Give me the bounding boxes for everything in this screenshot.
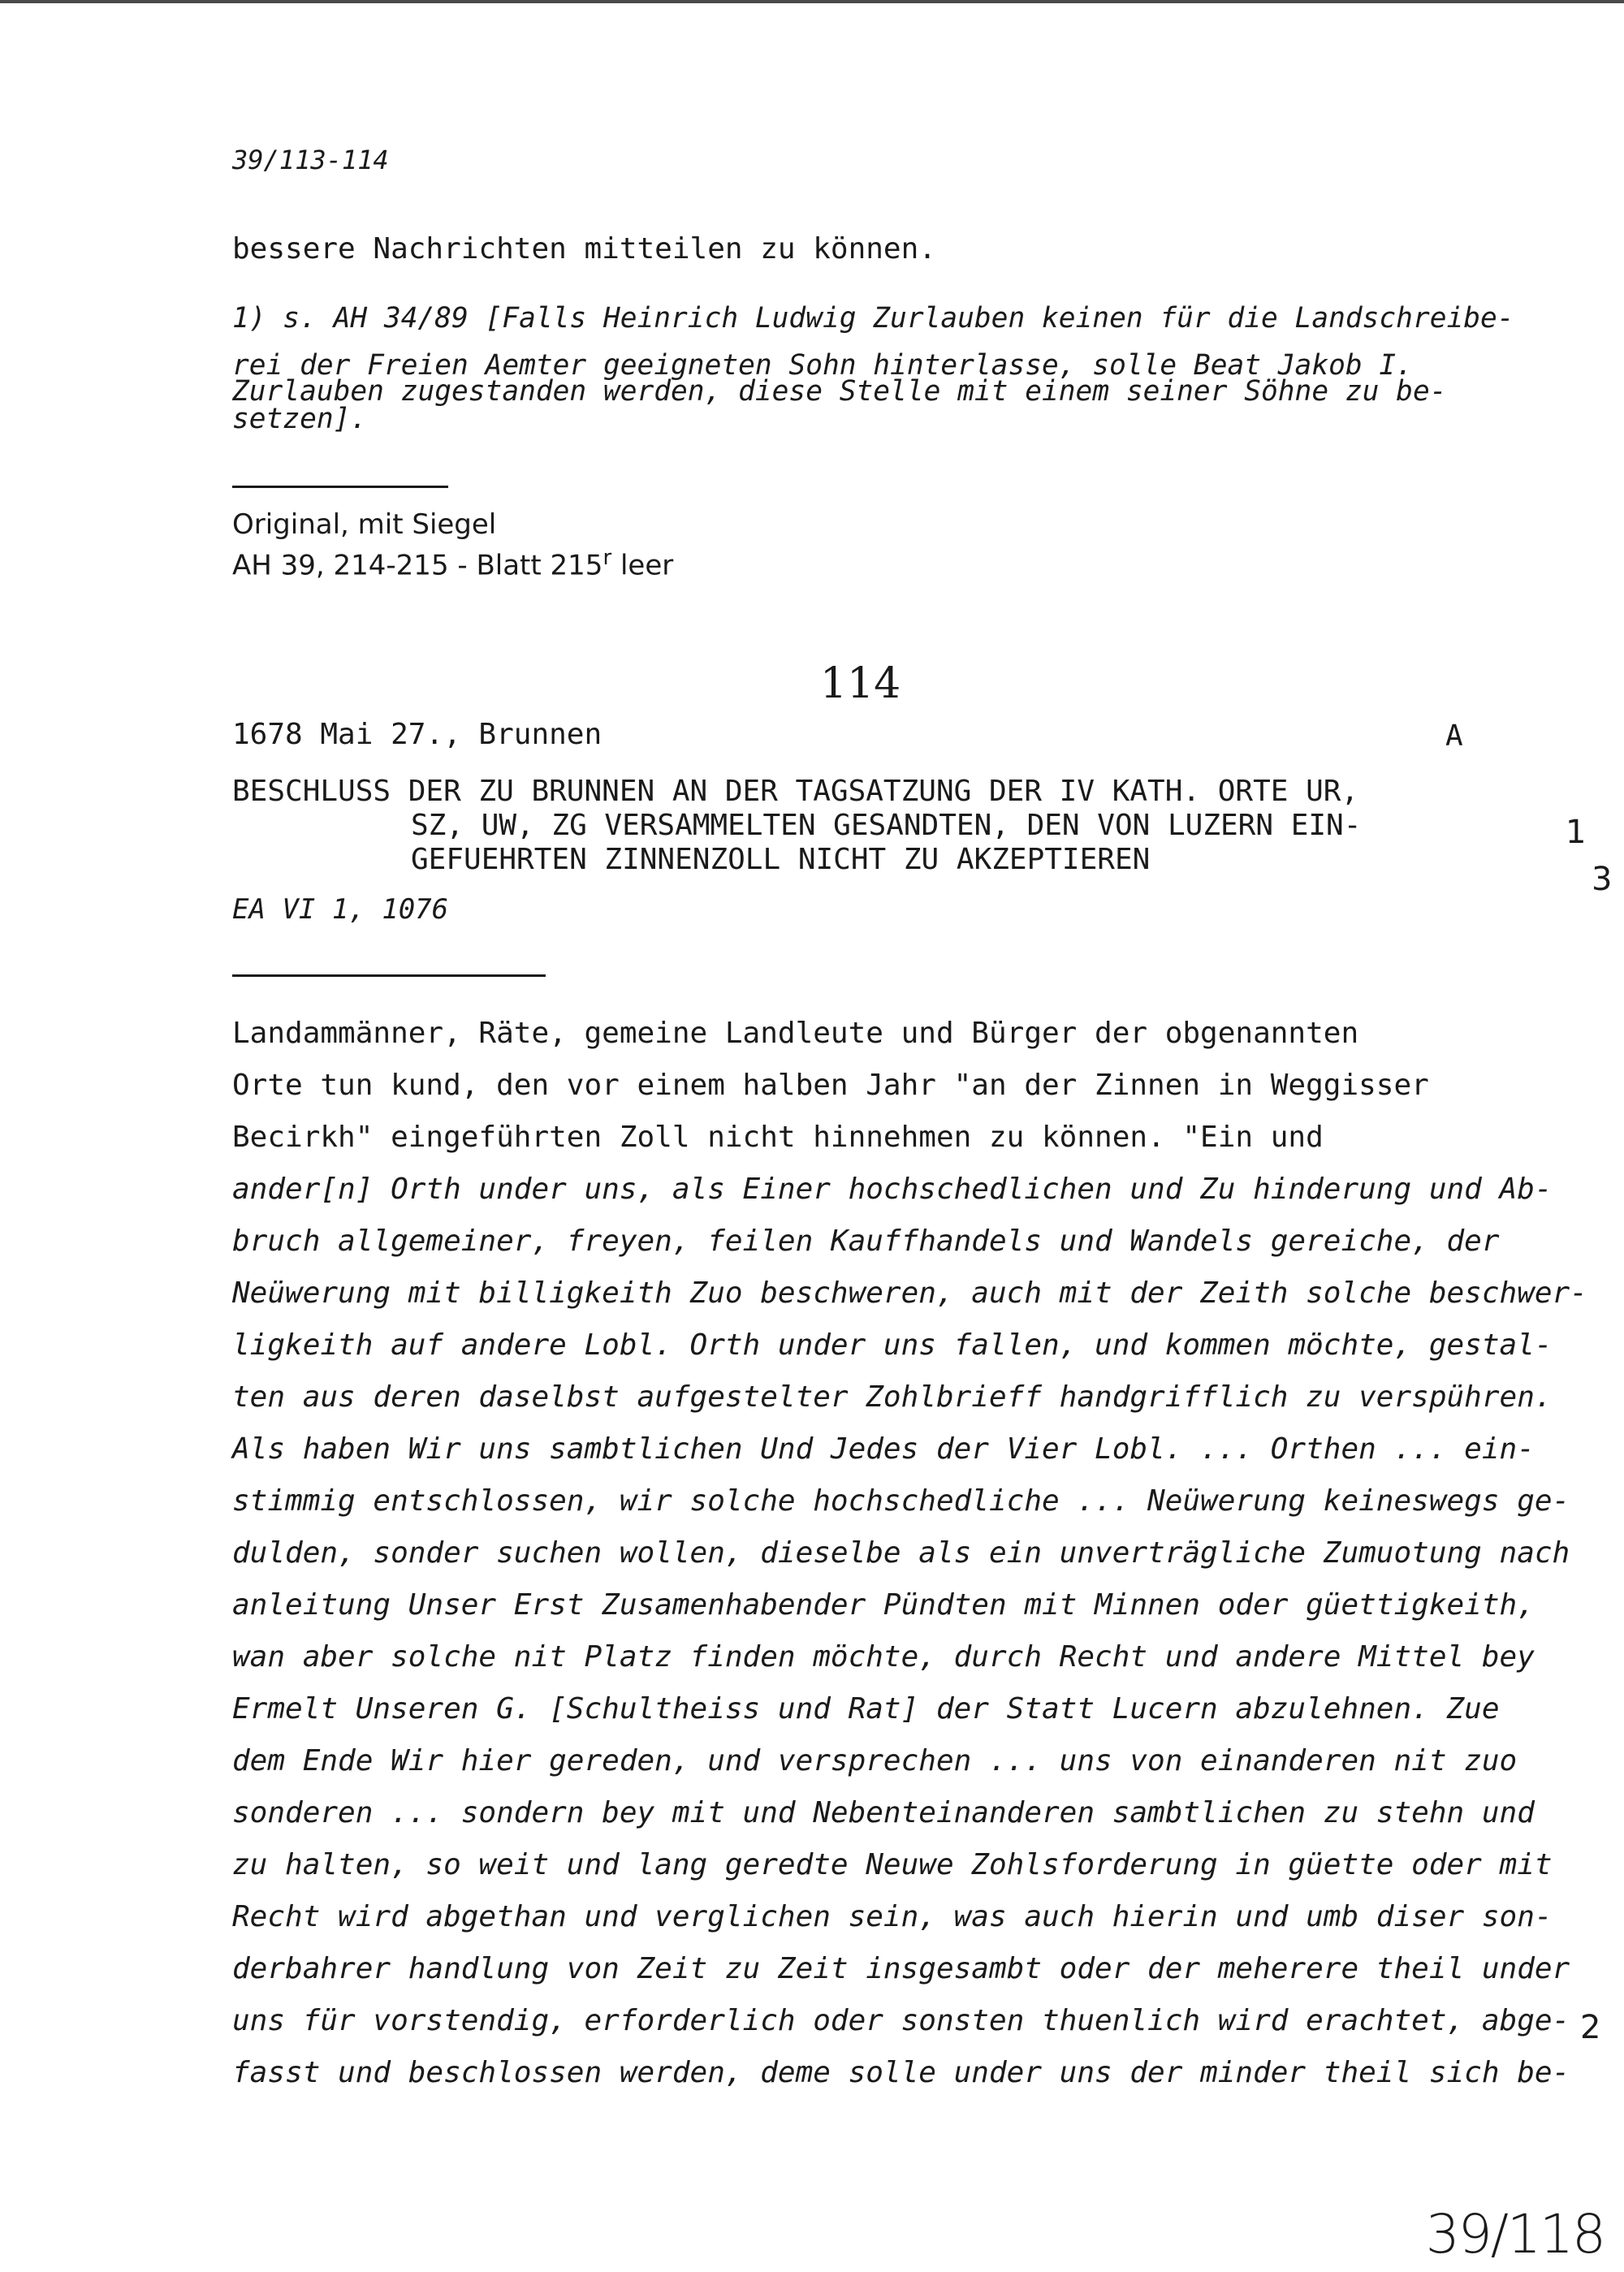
body-line: Landammänner, Räte, gemeine Landleute und Bürger der obgenannten <box>232 1017 1359 1050</box>
footnote-line: 1) s. AH 34/89 [Falls Heinrich Ludwig Zurlauben keinen für die Landschreibe- <box>232 302 1514 335</box>
body-line: ligkeith auf andere Lobl. Orth under uns fallen, und kommen möchte, gestal- <box>232 1328 1553 1362</box>
body-line: sonderen ... sondern bey mit und Nebenteinanderen sambtlichen zu stehn und <box>232 1796 1535 1829</box>
body-line: Becirkh" eingeführten Zoll nicht hinnehmen zu können. "Ein und <box>232 1121 1324 1154</box>
source-empty: leer <box>620 549 674 582</box>
title-line: GEFUEHRTEN ZINNENZOLL NICHT ZU AKZEPTIEREN <box>411 843 1151 876</box>
document-number: 114 <box>820 659 901 708</box>
body-line: Orte tun kund, den vor einem halben Jahr "an der Zinnen in Weggisser <box>232 1069 1429 1102</box>
margin-note: 2 <box>1580 2009 1601 2046</box>
body-line: bruch allgemeiner, freyen, feilen Kauffhandels und Wandels gereiche, der <box>232 1225 1500 1258</box>
footnote-line: setzen]. <box>232 403 368 435</box>
reference-header: 39/113-114 <box>232 145 389 175</box>
body-line: ten aus deren daselbst aufgestelter Zohlbrieff handgrifflich zu verspühren. <box>232 1380 1553 1414</box>
body-line: anleitung Unser Erst Zusamenhabender Pündten mit Minnen oder güettigkeith, <box>232 1588 1535 1622</box>
date-place: 1678 Mai 27., Brunnen <box>232 718 603 751</box>
separator-rule <box>232 974 546 977</box>
footnote-line: rei der Freien Aemter geeigneten Sohn hinterlasse, solle Beat Jakob I. <box>232 349 1413 382</box>
superscript-r: r <box>603 546 612 570</box>
body-line: dem Ende Wir hier gereden, und versprechen ... uns von einanderen nit zuo <box>232 1744 1518 1777</box>
body-line: dulden, sonder suchen wollen, dieselbe als ein unverträgliche Zumuotung nach <box>232 1536 1570 1570</box>
source-line-2 <box>232 546 673 581</box>
body-line: stimmig entschlossen, wir solche hochschedliche ... Neüwerung keineswegs ge- <box>232 1484 1570 1518</box>
body-line: fasst und beschlossen werden, deme solle under uns der minder theil sich be- <box>232 2056 1570 2089</box>
margin-note: 1 <box>1566 814 1587 851</box>
body-line: derbahrer handlung von Zeit zu Zeit insgesambt oder der meherere theil under <box>232 1952 1570 1985</box>
body-line: Neüwerung mit billigkeith Zuo beschweren, auch mit der Zeith solche beschwer- <box>232 1276 1587 1310</box>
continuation-line: bessere Nachrichten mitteilen zu können. <box>232 232 936 266</box>
top-border <box>0 0 1624 3</box>
body-line: zu halten, so weit und lang geredte Neuwe Zohlsforderung in güette oder mit <box>232 1848 1553 1881</box>
footnote-line: Zurlauben zugestanden werden, diese Stelle mit einem seiner Söhne zu be- <box>232 375 1447 408</box>
title-line: SZ, UW, ZG VERSAMMELTEN GESANDTEN, DEN VON LUZERN EIN- <box>411 809 1362 842</box>
source-line-1: Original, mit Siegel <box>232 508 497 541</box>
edition-reference: EA VI 1, 1076 <box>232 893 449 926</box>
document-letter: A <box>1445 719 1463 753</box>
body-line: Recht wird abgethan und verglichen sein, was auch hierin und umb diser son- <box>232 1900 1553 1933</box>
title-line: BESCHLUSS DER ZU BRUNNEN AN DER TAGSATZUNG DER IV KATH. ORTE UR, <box>232 775 1359 808</box>
body-line: uns für vorstendig, erforderlich oder sonsten thuenlich wird erachtet, abge- <box>232 2004 1570 2037</box>
separator-rule <box>232 486 448 488</box>
source-sheet: AH 39, 214-215 - Blatt 215 <box>232 549 603 582</box>
archive-stamp: 39/118 <box>1425 2203 1605 2266</box>
body-line: ander[n] Orth under uns, als Einer hochschedlichen und Zu hinderung und Ab- <box>232 1173 1553 1206</box>
body-line: Ermelt Unseren G. [Schultheiss und Rat] der Statt Lucern abzulehnen. Zue <box>232 1692 1500 1726</box>
body-line: Als haben Wir uns sambtlichen Und Jedes der Vier Lobl. ... Orthen ... ein- <box>232 1432 1535 1466</box>
body-line: wan aber solche nit Platz finden möchte, durch Recht und andere Mittel bey <box>232 1640 1535 1674</box>
margin-note: 3 <box>1592 861 1613 898</box>
